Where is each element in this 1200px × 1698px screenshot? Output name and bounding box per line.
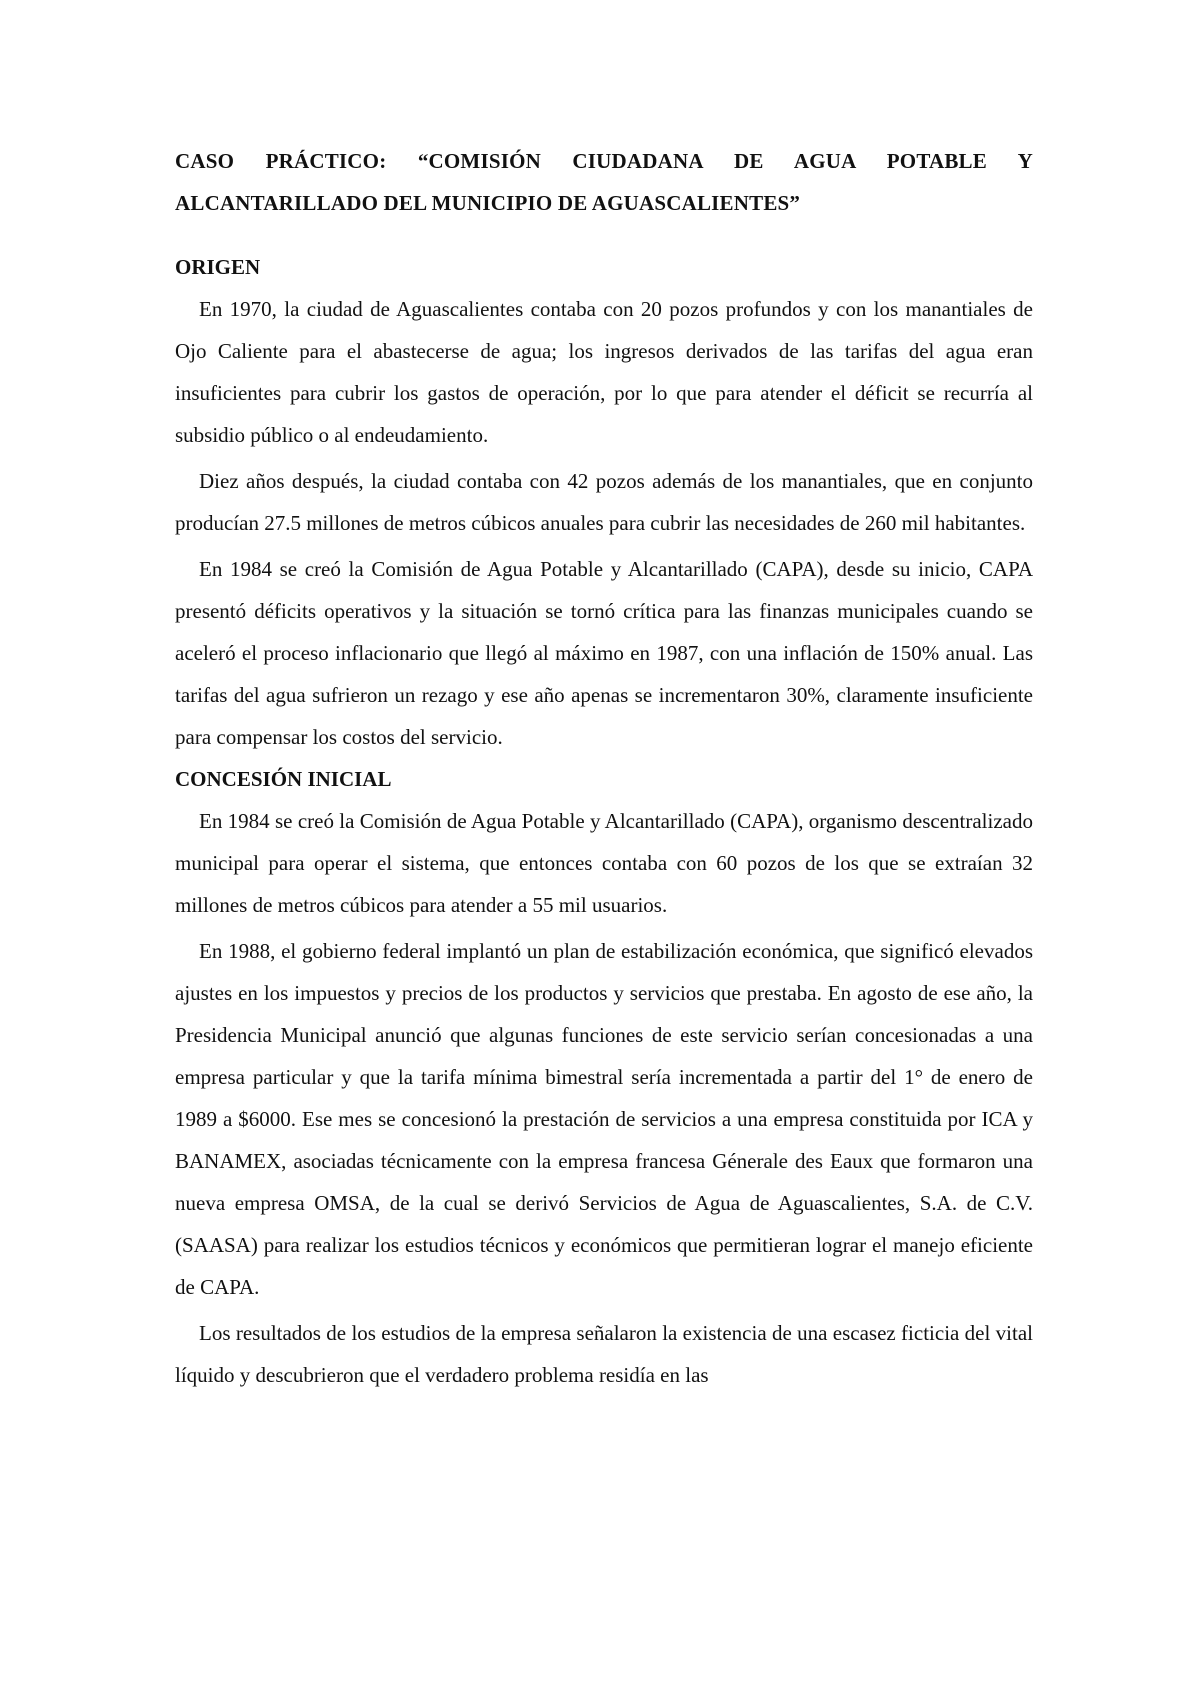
paragraph-concesion-3: Los resultados de los estudios de la empresa señalaron la existencia de una escasez ficticia del vital líquido y descubrieron que el verdadero problema residía en las: [175, 1321, 1033, 1387]
paragraph-concesion-2: En 1988, el gobierno federal implantó un plan de estabilización económica, que significó elevados ajustes en los impuestos y precios de los productos y servicios que prestaba. En agosto de ese año, la Presidencia Municipal anunció que algunas funciones de este servicio serían concesionadas a una empresa particular y que la tarifa mínima bimestral sería incrementada a partir del 1° de enero de 1989 a $6000. Ese mes se concesionó la prestación de servicios a una empresa constituida por ICA y BANAMEX, asociadas técnicamente con la empresa francesa Génerale des Eaux que formaron una nueva empresa OMSA, de la cual se derivó Servicios de Agua de Aguascalientes, S.A. de C.V. (SAASA) para realizar los estudios técnicos y económicos que permitieran lograr el manejo eficiente de CAPA.: [175, 939, 1033, 1299]
document-title: [175, 140, 1033, 224]
paragraph-origen-3: En 1984 se creó la Comisión de Agua Potable y Alcantarillado (CAPA), desde su inicio, CAPA presentó déficits operativos y la situación se tornó crítica para las finanzas municipales cuando se aceleró el proceso inflacionario que llegó al máximo en 1987, con una inflación de 150% anual. Las tarifas del agua sufrieron un rezago y ese año apenas se incrementaron 30%, claramente insuficiente para compensar los costos del servicio.: [175, 557, 1033, 749]
document-title-line-1: CASO PRÁCTICO: “COMISIÓN CIUDADANA DE AGUA POTABLE Y: [175, 149, 1033, 173]
section-heading-concesion-inicial: CONCESIÓN INICIAL: [175, 767, 392, 791]
document-body: [175, 140, 1033, 1396]
section-heading-origen: ORIGEN: [175, 255, 261, 279]
document-title-line-2: ALCANTARILLADO DEL MUNICIPIO DE AGUASCALIENTES”: [175, 191, 801, 215]
paragraph-origen-1: En 1970, la ciudad de Aguascalientes contaba con 20 pozos profundos y con los manantiales de Ojo Caliente para el abastecerse de agua; los ingresos derivados de las tarifas del agua eran insuficientes para cubrir los gastos de operación, por lo que para atender el déficit se recurría al subsidio público o al endeudamiento.: [175, 297, 1033, 447]
paragraph-concesion-1: En 1984 se creó la Comisión de Agua Potable y Alcantarillado (CAPA), organismo descentralizado municipal para operar el sistema, que entonces contaba con 60 pozos de los que se extraían 32 millones de metros cúbicos para atender a 55 mil usuarios.: [175, 809, 1033, 917]
paragraph-origen-2: Diez años después, la ciudad contaba con 42 pozos además de los manantiales, que en conjunto producían 27.5 millones de metros cúbicos anuales para cubrir las necesidades de 260 mil habitantes.: [175, 469, 1033, 535]
